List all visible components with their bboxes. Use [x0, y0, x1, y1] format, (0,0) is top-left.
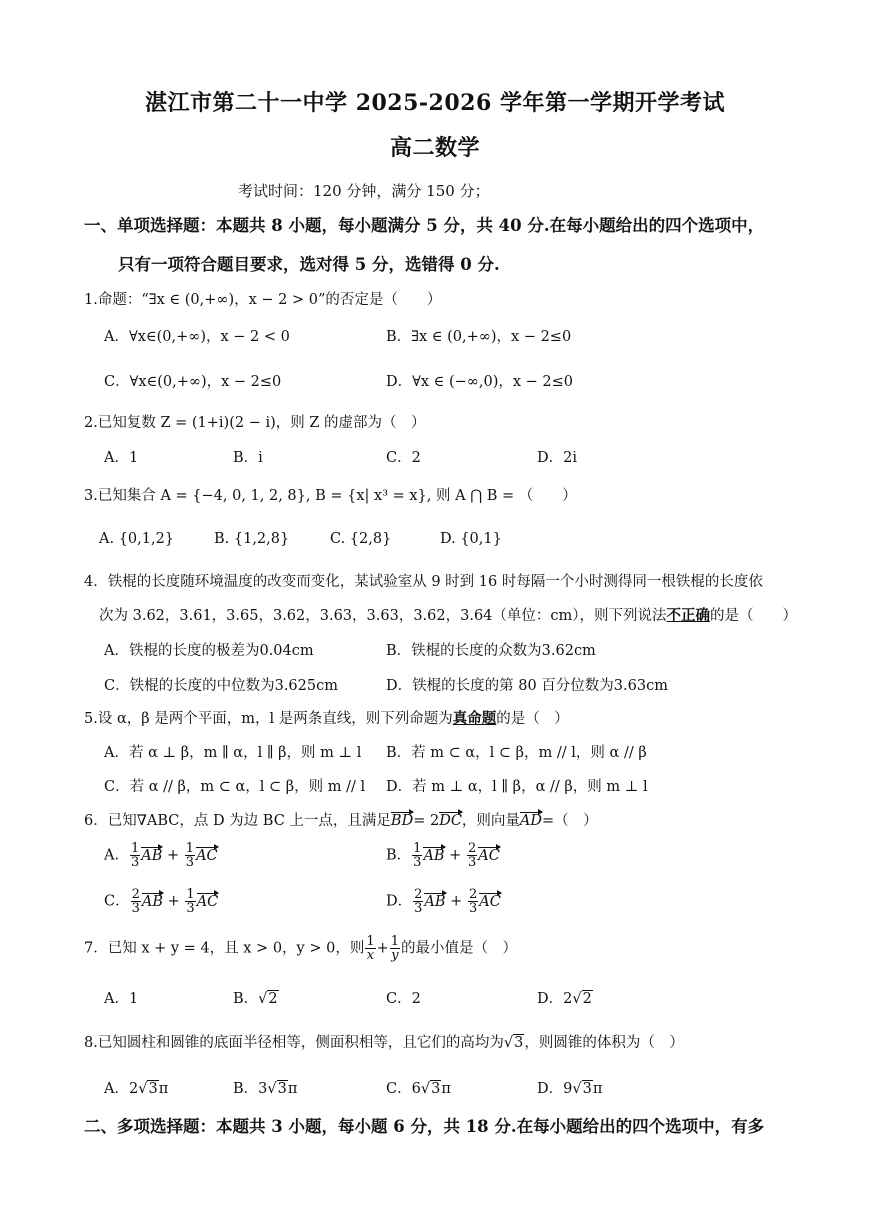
- fraction: $\frac{2}{3}$: [468, 887, 478, 916]
- fraction: $\frac{2}{3}$: [414, 887, 423, 916]
- fraction: $\frac{1}{3}$: [130, 841, 140, 870]
- vector-dc: DC: [439, 813, 462, 829]
- q1-option-c: C．∀x∈(0,+∞)，x − 2≤0: [104, 374, 282, 390]
- q3-option-a: A. {0,1,2}: [99, 531, 175, 547]
- fraction-1-over-x: $\frac{1}{x}$: [366, 934, 375, 963]
- q3-stem: 3.已知集合 A = {−4, 0, 1, 2, 8}, B = {x| x³ = x}, 则 A ⋂ B = （ ）: [84, 488, 577, 504]
- fraction-1-over-y: $\frac{1}{y}$: [390, 934, 400, 963]
- q8-stem: [84, 1031, 684, 1052]
- q1-stem: 1.命题：“∃x ∈ (0,+∞)，x − 2 > 0”的否定是（ ）: [84, 292, 442, 308]
- exam-subtitle: 高二数学: [389, 135, 480, 161]
- q6-stem-part4: =（ ）: [542, 813, 598, 829]
- q4-option-b: B．铁棍的长度的众数为3.62cm: [386, 643, 596, 659]
- q4-stem-part2: 的是（ ）: [710, 608, 798, 624]
- q3-option-c: C. {2,8}: [330, 531, 392, 547]
- q5-option-b: B．若 m ⊂ α，l ⊂ β，m // l，则 α // β: [386, 745, 647, 761]
- q4-stem-part1: 次为 3.62，3.61，3.65，3.62，3.63，3.63，3.62，3.64（单位：cm），则下列说法: [99, 608, 667, 624]
- q8-stem-part2: ，则圆锥的体积为（ ）: [524, 1035, 684, 1051]
- q8-stem-part1: 8.已知圆柱和圆锥的底面半径相等，侧面积相等，且它们的高均为: [84, 1035, 504, 1051]
- q8-option-b: B．3√3π: [233, 1081, 298, 1097]
- q5-option-c: C．若 α // β，m ⊂ α，l ⊂ β，则 m // l: [104, 779, 366, 795]
- q6-stem-part3: ，则向量: [461, 813, 520, 829]
- sqrt-symbol: √2: [258, 991, 278, 1007]
- option-label: B．: [386, 847, 412, 864]
- sqrt-symbol: √2: [572, 991, 592, 1007]
- q4-option-d: D．铁棍的长度的第 80 百分位数为3.63cm: [386, 678, 668, 694]
- q4-stem-line1: 4．铁棍的长度随环境温度的改变而变化，某试验室从 9 时到 16 时每隔一个小时测得同一根铁棍的长度依: [84, 574, 763, 590]
- q1-option-d: D．∀x ∈ (−∞,0)，x − 2≤0: [386, 374, 574, 390]
- fraction: $\frac{1}{3}$: [185, 841, 195, 870]
- q2-option-b: B．i: [233, 450, 263, 466]
- q8-option-d: D．9√3π: [537, 1081, 603, 1097]
- vector-ac: AC: [478, 847, 500, 864]
- q2-stem: 2.已知复数 Z = (1+i)(2 − i)，则 Z 的虚部为（ ）: [84, 415, 426, 431]
- q7-stem-part2: 的最小值是（ ）: [401, 940, 518, 957]
- vector-ac: AC: [196, 893, 219, 910]
- q7-option-b: B．√2: [233, 991, 278, 1007]
- q4-stem-line2: [99, 604, 797, 625]
- q6-option-a: A． $\frac{1}{3}$ AB + $\frac{1}{3}$ AC: [104, 841, 218, 870]
- q8-option-a: A．2√3π: [104, 1081, 169, 1097]
- vector-ab: AB: [423, 847, 445, 864]
- q5-stem-part2: 的是（ ）: [496, 711, 569, 727]
- q5-option-d: D．若 m ⊥ α，l ∥ β，α // β，则 m ⊥ l: [386, 779, 648, 795]
- q4-option-a: A．铁棍的长度的极差为0.04cm: [104, 643, 314, 659]
- q4-option-c: C．铁棍的长度的中位数为3.625cm: [104, 678, 338, 694]
- q6-stem: [84, 809, 598, 830]
- vector-ab: AB: [424, 893, 446, 910]
- fraction: $\frac{1}{3}$: [186, 887, 195, 916]
- q7-stem-part1: 7．已知 x + y = 4，且 x > 0，y > 0，则: [84, 940, 365, 957]
- q6-option-c: C． $\frac{2}{3}$ AB + $\frac{1}{3}$ AC: [104, 887, 219, 916]
- vector-ac: AC: [479, 893, 501, 910]
- q7-option-c: C．2: [386, 991, 421, 1007]
- section1-heading: 一、单项选择题：本题共 8 小题，每小题满分 5 分，共 40 分.在每小题给出的四个选项中，: [84, 216, 765, 235]
- section1-heading-cont: 只有一项符合题目要求，选对得 5 分，选错得 0 分.: [118, 255, 500, 274]
- vector-bd: BD: [390, 813, 414, 829]
- q2-option-d: D．2i: [537, 450, 577, 466]
- q6-option-d: D． $\frac{2}{3}$ AB + $\frac{2}{3}$ AC: [386, 887, 501, 916]
- option-label: A．: [104, 847, 129, 864]
- sqrt-symbol: √3: [503, 1035, 524, 1051]
- vector-ac: AC: [196, 847, 218, 864]
- q2-option-c: C．2: [386, 450, 421, 466]
- option-label: C．: [104, 893, 130, 910]
- exam-title: 湛江市第二十一中学 2025-2026 学年第一学期开学考试: [145, 90, 725, 116]
- q1-option-b: B．∃x ∈ (0,+∞)，x − 2≤0: [386, 329, 572, 345]
- exam-info: 考试时间：120 分钟，满分 150 分；: [238, 182, 490, 200]
- q2-option-a: A．1: [104, 450, 139, 466]
- vector-ab: AB: [141, 847, 163, 864]
- q4-emphasis: 不正确: [666, 607, 711, 624]
- q6-stem-part2: = 2: [413, 813, 440, 829]
- q5-emphasis: 真命题: [452, 710, 497, 727]
- q5-stem: [84, 707, 569, 728]
- fraction: $\frac{2}{3}$: [467, 841, 477, 870]
- q6-option-b: B． $\frac{1}{3}$ AB + $\frac{2}{3}$ AC: [386, 841, 500, 870]
- vector-ab: AB: [141, 893, 164, 910]
- q7-option-a: A．1: [104, 991, 139, 1007]
- q8-option-c: C．6√3π: [386, 1081, 451, 1097]
- q1-option-a: A．∀x∈(0,+∞)，x − 2 < 0: [104, 329, 290, 345]
- q6-stem-part1: 6．已知∇ABC，点 D 为边 BC 上一点，且满足: [84, 813, 391, 829]
- q3-option-d: D. {0,1}: [440, 531, 502, 547]
- option-label: D．: [386, 893, 413, 910]
- fraction: $\frac{1}{3}$: [413, 841, 422, 870]
- section2-heading: 二、多项选择题：本题共 3 小题，每小题 6 分，共 18 分.在每小题给出的四个选项中，有多: [84, 1117, 765, 1136]
- fraction: $\frac{2}{3}$: [131, 887, 140, 916]
- q5-option-a: A．若 α ⊥ β，m ∥ α，l ∥ β，则 m ⊥ l: [104, 745, 362, 761]
- q7-option-d: D．2√2: [537, 991, 592, 1007]
- q3-option-b: B. {1,2,8}: [214, 531, 290, 547]
- q7-stem: 7．已知 x + y = 4，且 x > 0，y > 0，则 $\frac{1}{x}$ + $\frac{1}{y}$ 的最小值是（ ）: [84, 934, 518, 963]
- q5-stem-part1: 5.设 α，β 是两个平面，m，l 是两条直线，则下列命题为: [84, 711, 453, 727]
- vector-ad: AD: [519, 813, 543, 829]
